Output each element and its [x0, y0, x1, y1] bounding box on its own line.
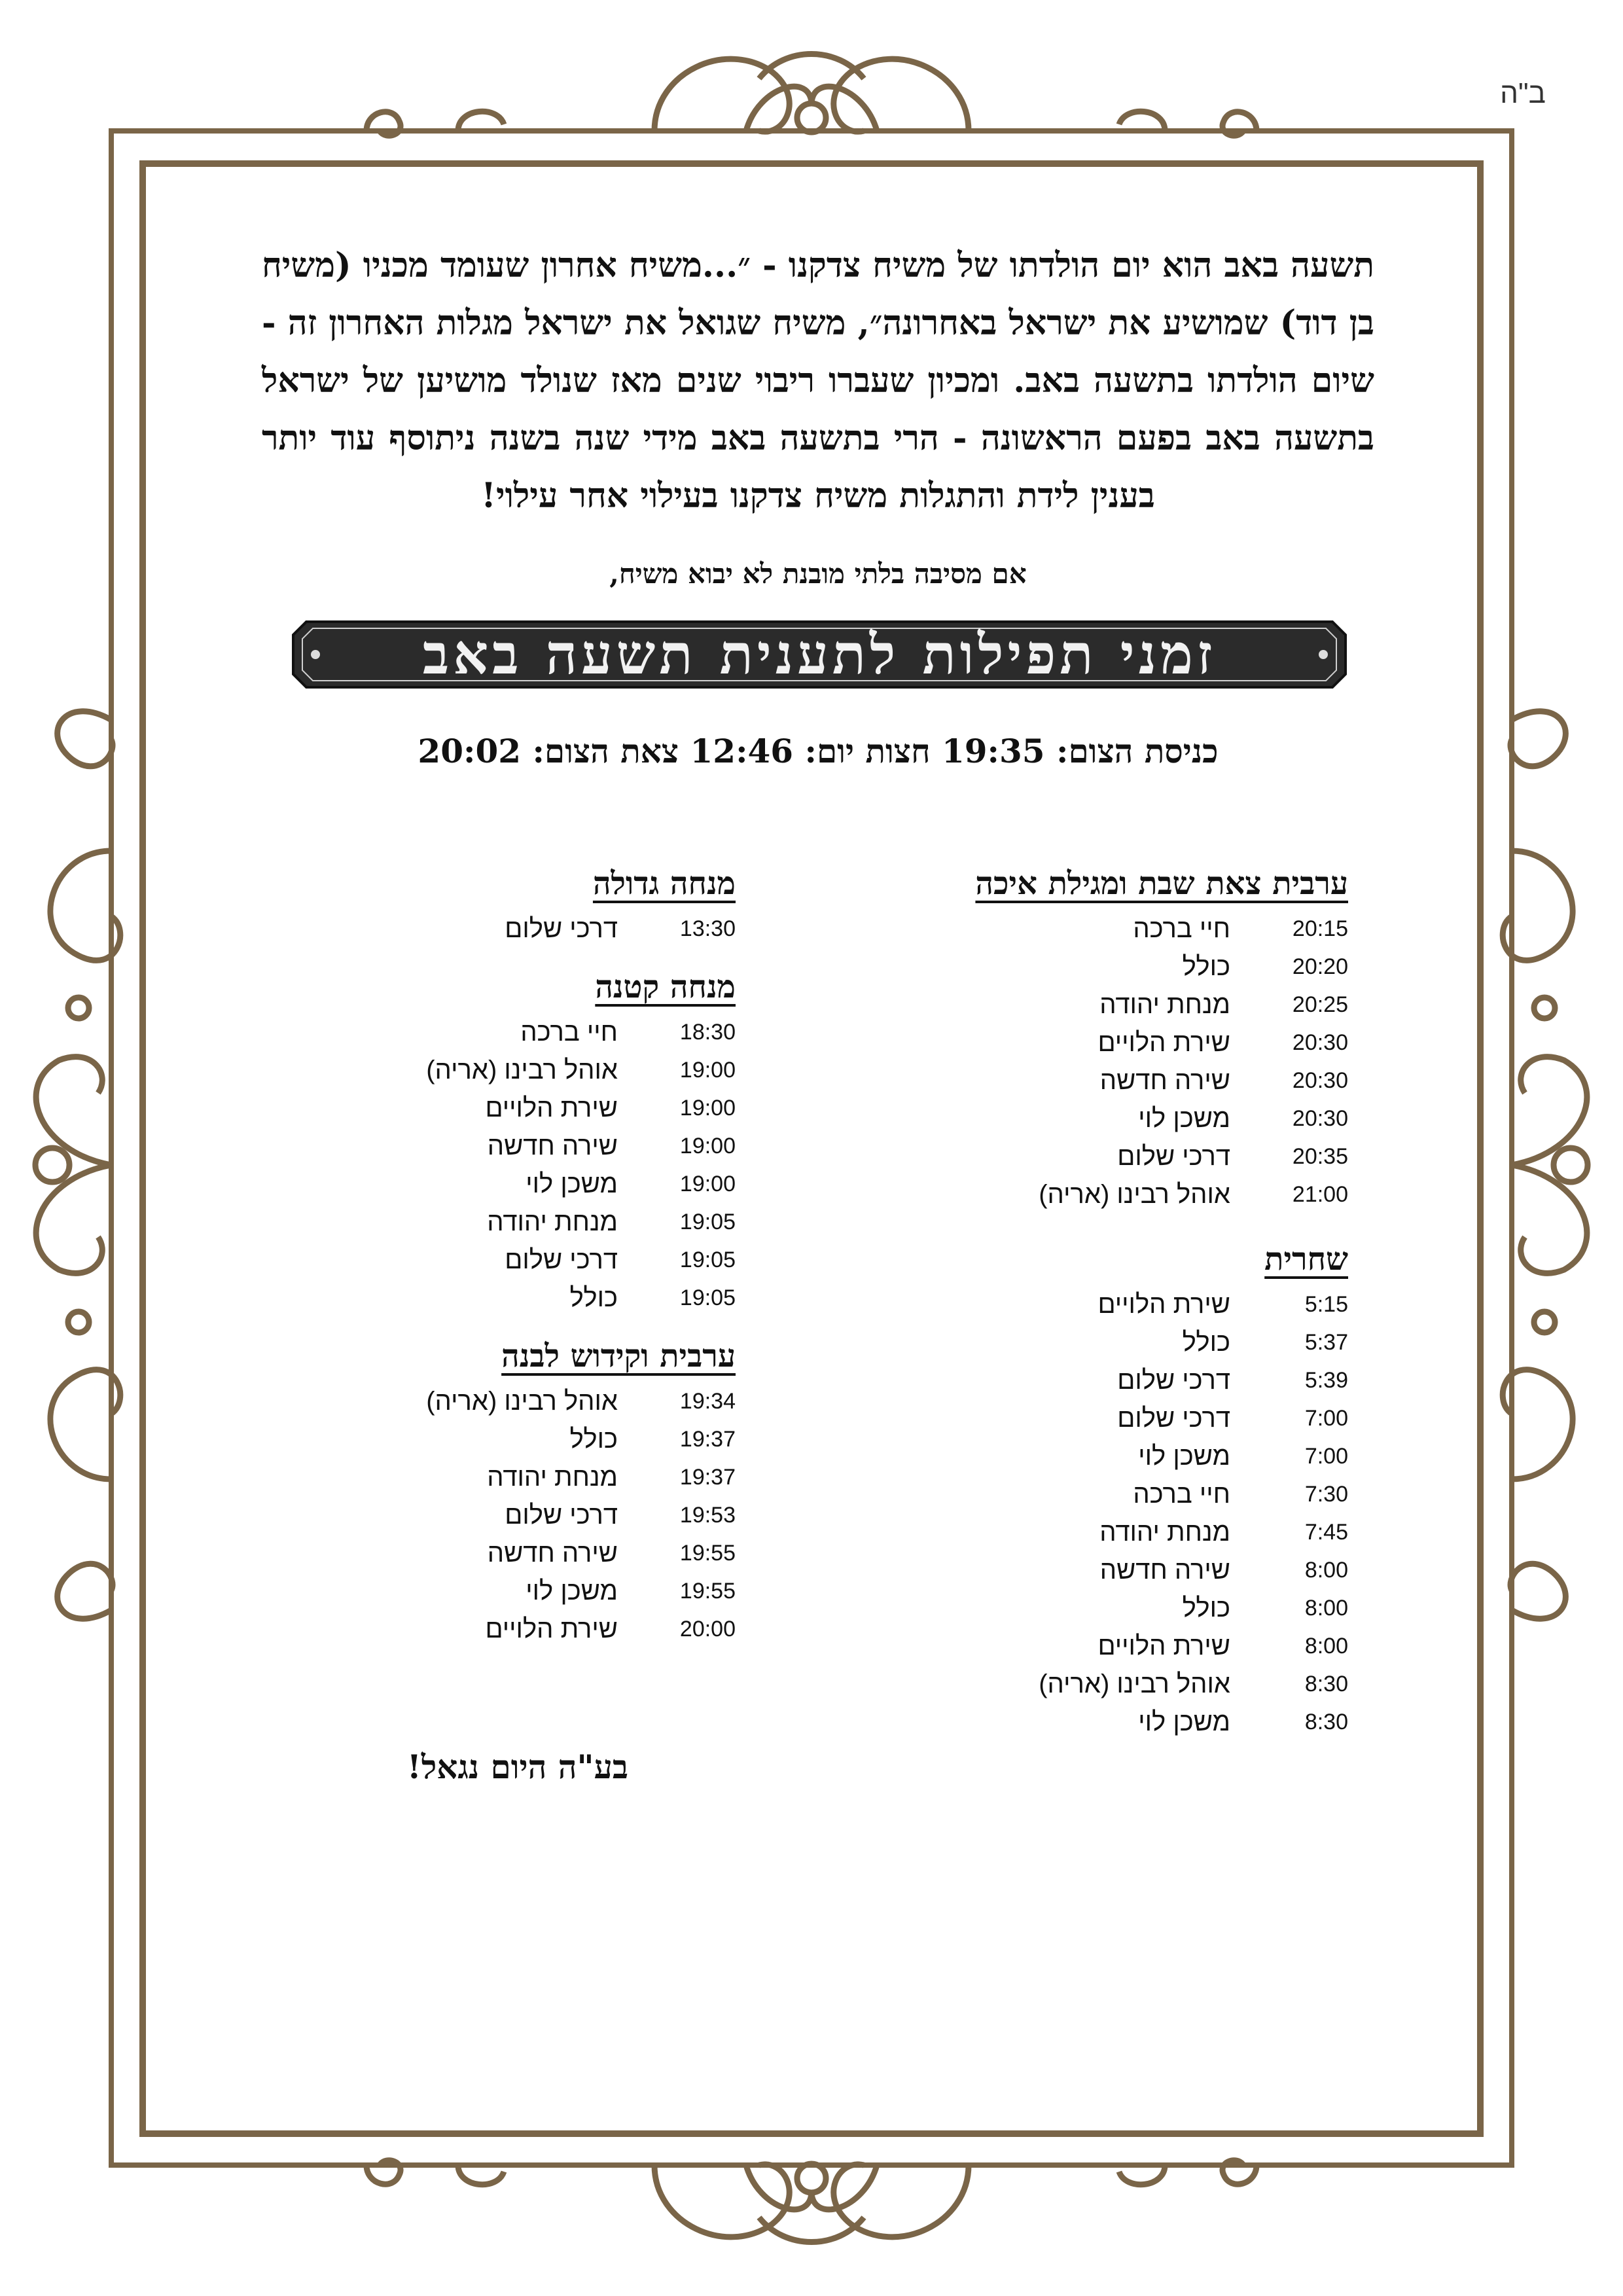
row-time: 8:00	[1304, 1596, 1348, 1621]
row-time: 8:00	[1304, 1634, 1348, 1659]
schedule-row	[399, 1241, 736, 1279]
row-name: שירה חדשה	[1099, 1556, 1230, 1585]
row-time: 5:37	[1304, 1330, 1348, 1355]
schedule-row	[903, 1024, 1348, 1062]
schedule-section	[399, 857, 736, 948]
intro-paragraph: תשעה באב הוא יום הולדתו של משיח צדקנו - ״...משיח אחרון שעומד מכניו (משיח בן דוד) שמושיע את ישראל באחרונה״, משיח שגואל את ישראל מגלות האחרון זה - שיום הולדתו בתשעה באב. ומכיון שעברו ריבוי שנים מאז שנולד מושיען של ישראל בתשעה באב בפעם הראשונה - הרי בתשעה באב מידי שנה בשנה ניתוסף עוד יותר בענין לידת והתגלות משיח צדקנו בעילוי אחר עילוי!	[262, 245, 1374, 516]
bottom-ornament	[366, 2161, 1257, 2242]
row-time: 19:34	[679, 1389, 736, 1414]
row-time: 19:05	[679, 1210, 736, 1234]
row-time: 20:25	[1292, 992, 1348, 1017]
row-name: אוהל רבינו (אריה)	[426, 1387, 618, 1416]
schedule-row	[399, 1279, 736, 1317]
schedule-row	[903, 1589, 1348, 1627]
schedule-row	[903, 1437, 1348, 1475]
row-name: כולל	[569, 1425, 618, 1454]
schedule-section	[399, 1330, 736, 1648]
row-time: 20:20	[1292, 954, 1348, 979]
row-time: 7:00	[1304, 1444, 1348, 1469]
schedule-left-column	[399, 857, 736, 1648]
row-time: 19:00	[679, 1172, 736, 1196]
row-name: דרכי שלום	[1117, 1366, 1230, 1395]
row-name: שירת הלויים	[1097, 1028, 1230, 1057]
schedule-row	[399, 1203, 736, 1241]
row-name: כולל	[1182, 1594, 1230, 1623]
schedule-row	[399, 1051, 736, 1089]
row-name: שירה חדשה	[487, 1132, 618, 1160]
section-title: מנחה קטנה	[595, 969, 736, 1005]
row-time: 18:30	[679, 1020, 736, 1045]
row-time: 8:00	[1304, 1558, 1348, 1583]
row-time: 7:30	[1304, 1482, 1348, 1507]
schedule-row	[903, 1703, 1348, 1741]
row-name: כולל	[1182, 952, 1230, 981]
schedule-row	[399, 1382, 736, 1420]
row-time: 19:05	[679, 1285, 736, 1310]
row-name: מנחת יהודה	[1099, 1518, 1230, 1547]
schedule-row	[399, 1127, 736, 1165]
row-name: מנחת יהודה	[487, 1208, 618, 1236]
row-time: 19:53	[679, 1503, 736, 1528]
schedule-row	[399, 1089, 736, 1127]
row-time: 13:30	[679, 916, 736, 941]
row-name: שירת הלויים	[1097, 1290, 1230, 1319]
row-time: 19:37	[679, 1427, 736, 1452]
row-name: שירת הלויים	[485, 1094, 618, 1122]
schedule-row	[903, 1323, 1348, 1361]
title-banner	[287, 615, 1352, 694]
schedule-row	[903, 1361, 1348, 1399]
section-title: ערבית וקידוש לבנה	[501, 1338, 736, 1374]
row-name: מנחת יהודה	[487, 1463, 618, 1492]
schedule-row	[903, 1475, 1348, 1513]
row-name: דרכי שלום	[505, 914, 618, 943]
row-name: דרכי שלום	[505, 1501, 618, 1530]
section-title: שחרית	[1264, 1241, 1348, 1278]
schedule-row	[399, 1165, 736, 1203]
row-name: אוהל רבינו (אריה)	[1039, 1670, 1230, 1698]
row-name: משכן לוי	[526, 1577, 618, 1605]
row-name: דרכי שלום	[1117, 1404, 1230, 1433]
row-time: 19:55	[679, 1541, 736, 1566]
schedule-row	[903, 1399, 1348, 1437]
row-time: 8:30	[1304, 1672, 1348, 1696]
row-time: 20:30	[1292, 1030, 1348, 1055]
row-time: 20:30	[1292, 1106, 1348, 1131]
row-time: 20:15	[1292, 916, 1348, 941]
row-name: אוהל רבינו (אריה)	[426, 1056, 618, 1085]
row-name: כולל	[569, 1283, 618, 1312]
schedule-row	[399, 1534, 736, 1572]
row-time: 5:15	[1304, 1292, 1348, 1317]
row-time: 19:00	[679, 1096, 736, 1121]
row-time: 19:05	[679, 1247, 736, 1272]
schedule-row	[903, 1551, 1348, 1589]
fast-times: כניסת הצום: 19:35 חצות יום: 12:46 צאת הצום: 20:02	[418, 732, 1219, 770]
row-name: חיי ברכה	[520, 1018, 618, 1047]
schedule-row	[903, 1513, 1348, 1551]
pre-title: אם מסיבה בלתי מובנת לא יבוא משיח,	[609, 558, 1027, 590]
row-time: 21:00	[1292, 1182, 1348, 1207]
top-ornament	[366, 54, 1257, 136]
schedule-row	[399, 1458, 736, 1496]
row-time: 19:00	[679, 1134, 736, 1158]
schedule-row	[903, 1100, 1348, 1138]
row-name: מנחת יהודה	[1099, 990, 1230, 1019]
row-time: 20:35	[1292, 1144, 1348, 1169]
row-name: אוהל רבינו (אריה)	[1039, 1180, 1230, 1209]
left-ornament	[35, 711, 120, 1619]
row-name: שירת הלויים	[1097, 1632, 1230, 1660]
row-name: משכן לוי	[526, 1170, 618, 1198]
schedule-row	[399, 1610, 736, 1648]
row-name: חיי ברכה	[1133, 914, 1230, 943]
schedule-row	[399, 910, 736, 948]
row-name: משכן לוי	[1138, 1104, 1230, 1133]
schedule-row	[903, 948, 1348, 986]
schedule-row	[903, 1665, 1348, 1703]
row-name: דרכי שלום	[505, 1246, 618, 1274]
row-name: משכן לוי	[1138, 1708, 1230, 1736]
row-name: שירה חדשה	[1099, 1066, 1230, 1095]
schedule-section	[903, 857, 1348, 1213]
row-time: 19:55	[679, 1579, 736, 1604]
schedule-section	[399, 961, 736, 1317]
row-time: 19:00	[679, 1058, 736, 1083]
header-mark: ב"ה	[1500, 77, 1546, 109]
schedule-right-column	[903, 857, 1348, 1741]
banner-title: זמני תפילות לתענית תשעה באב	[422, 622, 1217, 687]
row-time: 20:30	[1292, 1068, 1348, 1093]
row-name: דרכי שלום	[1117, 1142, 1230, 1171]
schedule-row	[903, 1062, 1348, 1100]
section-title: מנחה גדולה	[592, 865, 736, 902]
schedule-row	[903, 1285, 1348, 1323]
row-time: 5:39	[1304, 1368, 1348, 1393]
row-name: שירה חדשה	[487, 1539, 618, 1568]
schedule-row	[903, 1627, 1348, 1665]
right-ornament	[1503, 711, 1588, 1619]
schedule-row	[903, 910, 1348, 948]
row-name: משכן לוי	[1138, 1442, 1230, 1471]
schedule-section	[903, 1233, 1348, 1741]
row-time: 7:45	[1304, 1520, 1348, 1545]
row-name: שירת הלויים	[485, 1615, 618, 1643]
row-time: 20:00	[679, 1617, 736, 1641]
schedule-row	[399, 1013, 736, 1051]
row-time: 19:37	[679, 1465, 736, 1490]
row-name: חיי ברכה	[1133, 1480, 1230, 1509]
row-time: 8:30	[1304, 1710, 1348, 1734]
schedule-row	[903, 986, 1348, 1024]
closing-line: בע"ה היום נגאל!	[406, 1748, 628, 1786]
schedule-row	[903, 1175, 1348, 1213]
schedule-row	[399, 1496, 736, 1534]
schedule-row	[399, 1572, 736, 1610]
schedule-row	[903, 1138, 1348, 1175]
row-time: 7:00	[1304, 1406, 1348, 1431]
schedule-row	[399, 1420, 736, 1458]
section-title: ערבית צאת שבת ומגילת איכה	[975, 865, 1348, 902]
row-name: כולל	[1182, 1328, 1230, 1357]
